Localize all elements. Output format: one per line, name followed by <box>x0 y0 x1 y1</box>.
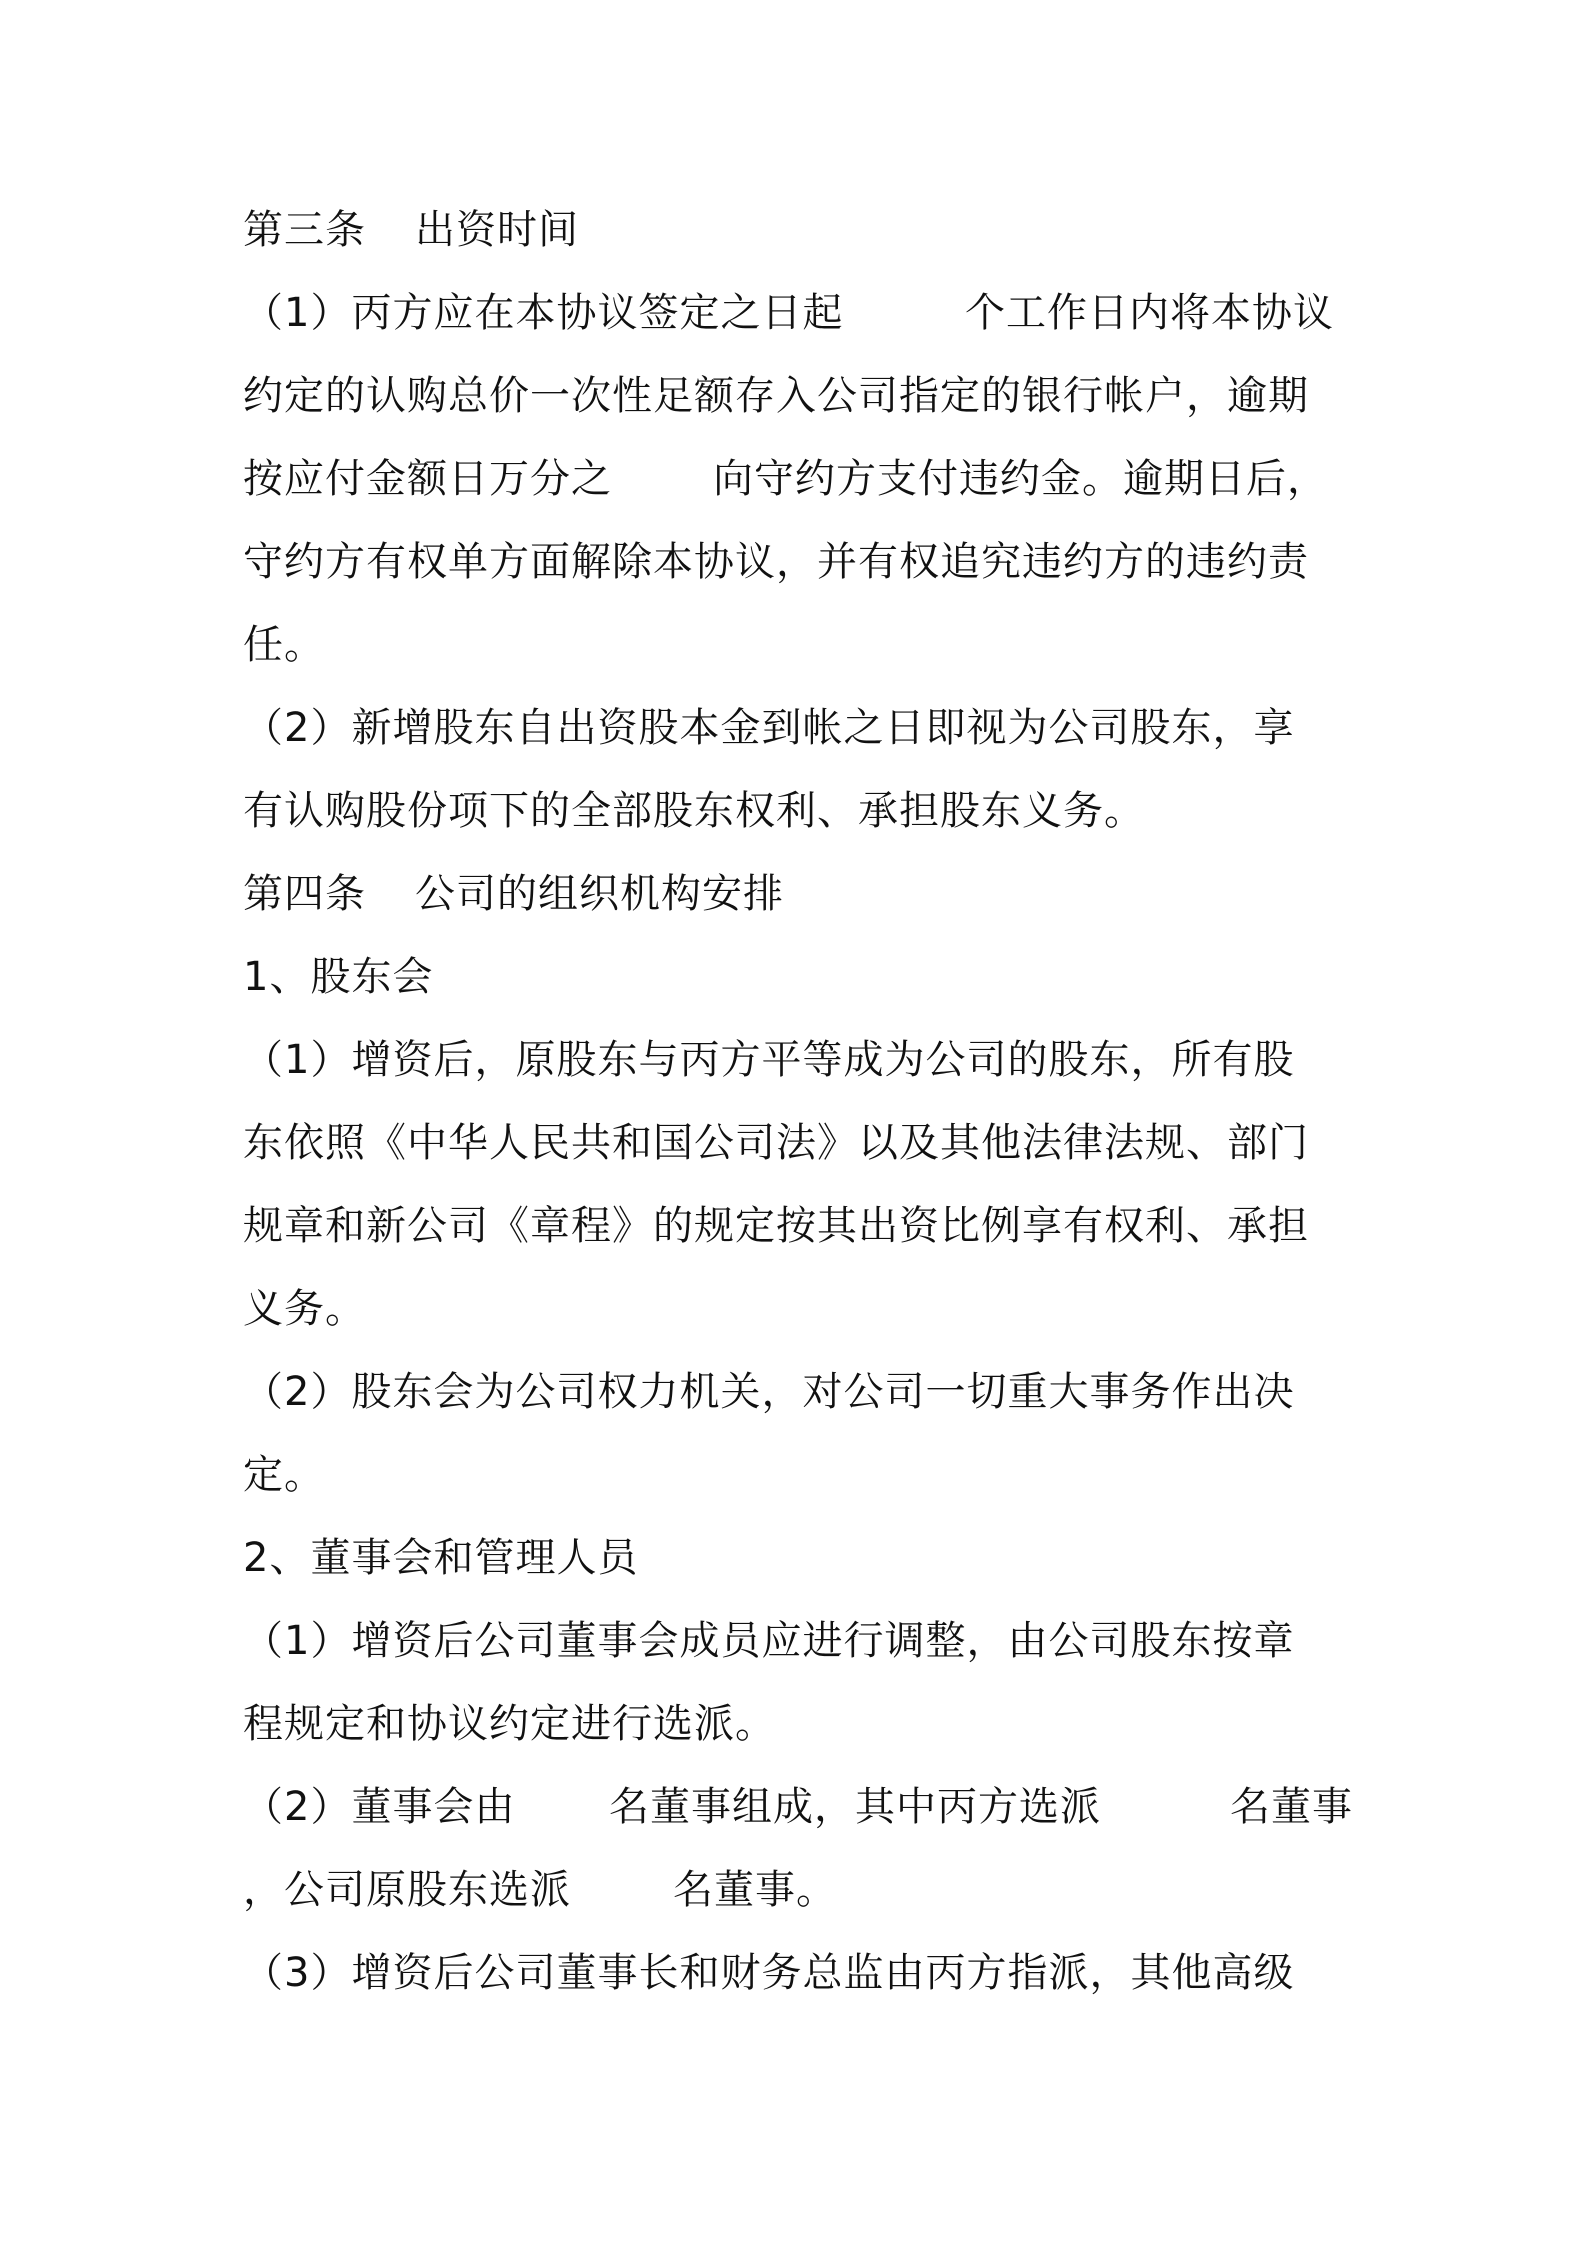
text-segment: 定。 <box>243 1452 325 1498</box>
paragraph-line <box>243 1362 1363 1422</box>
paragraph-line <box>243 1196 1363 1256</box>
paragraph-line <box>243 1113 1363 1173</box>
section-2-title <box>243 1528 1363 1588</box>
paragraph-line <box>243 1445 1363 1505</box>
paragraph-line <box>243 1611 1363 1671</box>
article-3-heading: 出资时间 <box>415 207 579 253</box>
text-segment: 个工作日内将本协议 <box>965 290 1334 336</box>
paragraph-line <box>243 1943 1363 2003</box>
paragraph-line <box>243 1777 1363 1837</box>
article-4-heading: 公司的组织机构安排 <box>415 871 784 917</box>
text-segment: （1）增资后公司董事会成员应进行调整，由公司股东按章 <box>243 1618 1295 1664</box>
text-segment: ，公司原股东选派 <box>243 1867 571 1913</box>
paragraph-line <box>243 1279 1363 1339</box>
paragraph-line <box>243 1860 1363 1920</box>
text-segment: （2）董事会由 <box>243 1784 516 1830</box>
paragraph-line <box>243 781 1363 841</box>
text-segment: 向守约方支付违约金。逾期日后， <box>713 456 1328 502</box>
text-segment: 守约方有权单方面解除本协议，并有权追究违约方的违约责 <box>243 539 1309 585</box>
text-segment: 名董事组成，其中丙方选派 <box>609 1784 1101 1830</box>
article-3-title <box>243 200 1363 260</box>
paragraph-line <box>243 1694 1363 1754</box>
paragraph-line <box>243 615 1363 675</box>
text-segment: （3）增资后公司董事长和财务总监由丙方指派，其他高级 <box>243 1950 1295 1996</box>
text-segment: 义务。 <box>243 1286 366 1332</box>
paragraph-line <box>243 698 1363 758</box>
article-3-number: 第三条 <box>243 207 366 253</box>
text-segment: （1）增资后，原股东与丙方平等成为公司的股东，所有股 <box>243 1037 1295 1083</box>
text-segment: 按应付金额日万分之 <box>243 456 612 502</box>
paragraph-line <box>243 366 1363 426</box>
text-segment: 名董事。 <box>673 1867 837 1913</box>
text-segment: 规章和新公司《章程》的规定按其出资比例享有权利、承担 <box>243 1203 1309 1249</box>
article-4-title <box>243 864 1363 924</box>
paragraph-line <box>243 449 1363 509</box>
section-1-title <box>243 947 1363 1007</box>
text-segment: 约定的认购总价一次性足额存入公司指定的银行帐户，逾期 <box>243 373 1309 419</box>
text-segment: （2）股东会为公司权力机关，对公司一切重大事务作出决 <box>243 1369 1295 1415</box>
text-segment: （2）新增股东自出资股本金到帐之日即视为公司股东，享 <box>243 705 1295 751</box>
text-segment: 东依照《中华人民共和国公司法》以及其他法律法规、部门 <box>243 1120 1309 1166</box>
text-segment: 程规定和协议约定进行选派。 <box>243 1701 776 1747</box>
text-segment: 2、董事会和管理人员 <box>243 1535 639 1581</box>
text-segment: 有认购股份项下的全部股东权利、承担股东义务。 <box>243 788 1145 834</box>
text-segment: 任。 <box>243 622 325 668</box>
paragraph-line <box>243 283 1363 343</box>
text-segment: 名董事 <box>1230 1784 1353 1830</box>
paragraph-line <box>243 532 1363 592</box>
paragraph-line <box>243 1030 1363 1090</box>
article-4-number: 第四条 <box>243 871 366 917</box>
text-segment: 1、股东会 <box>243 954 434 1000</box>
text-segment: （1）丙方应在本协议签定之日起 <box>243 290 844 336</box>
